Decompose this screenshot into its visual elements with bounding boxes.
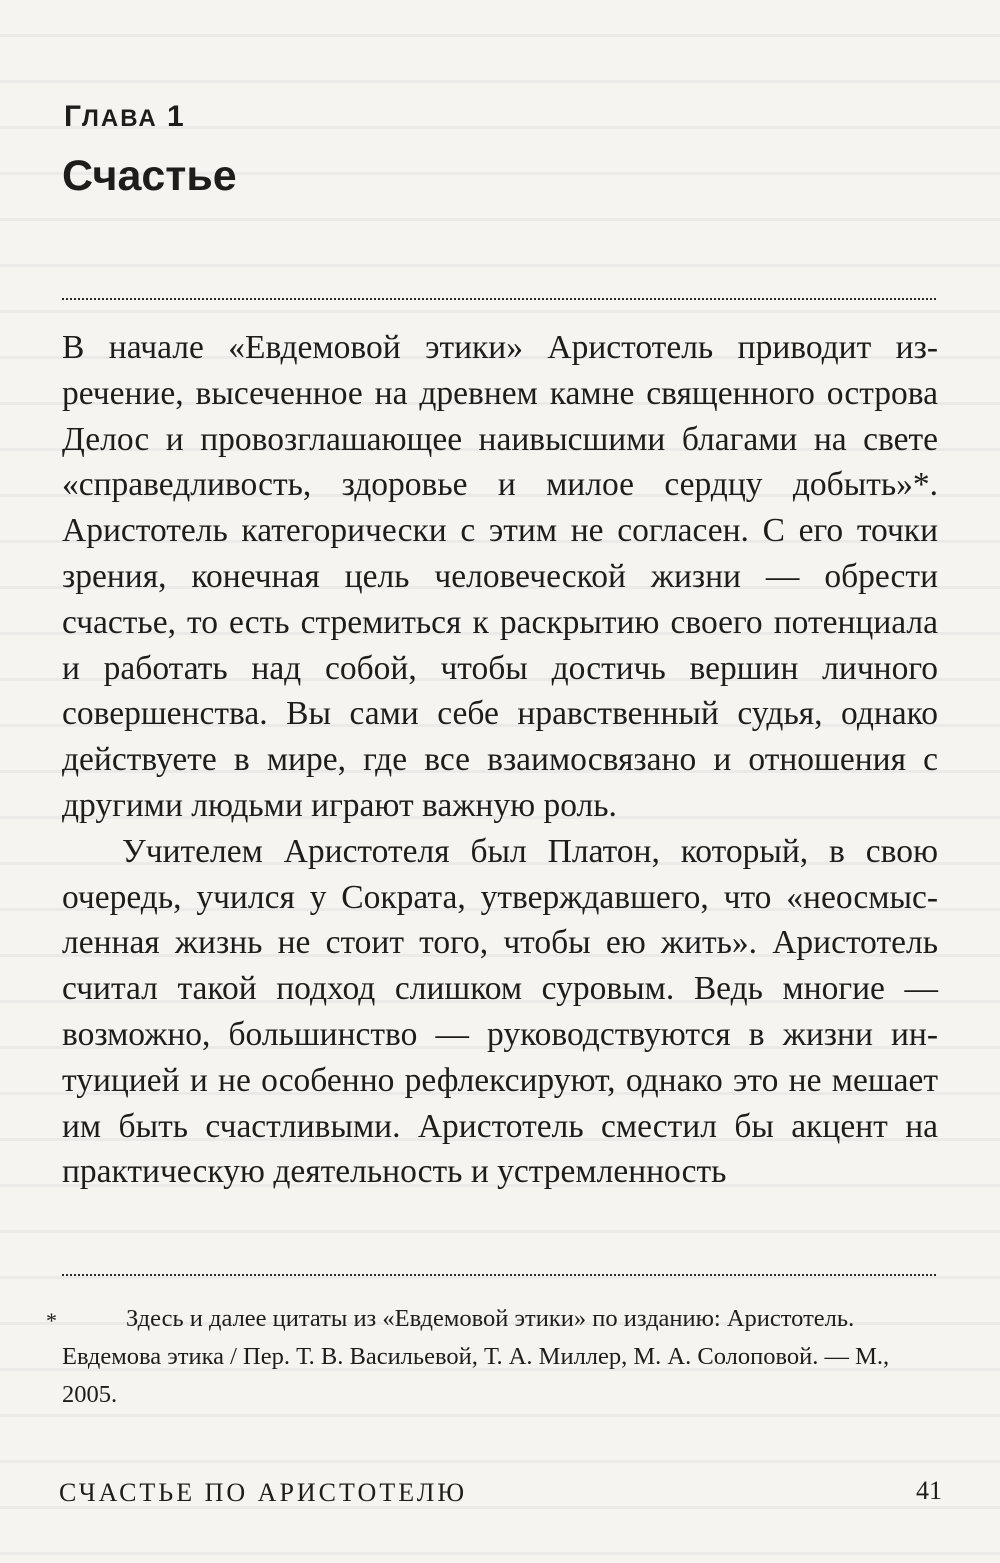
footnote — [46, 1300, 938, 1414]
chapter-number: 1 — [167, 100, 185, 133]
chapter-label-rest: ЛАВА — [82, 105, 158, 132]
paragraph: Учителем Аристотеля был Платон, который, в свою очередь, учился у Сократа, утверждавшего, что «неосмысленная жизнь не стоит того, чтобы ею жить». Аристотель считал такой подход слишком суровым. Ведь многие — возможно, большинство — руководствуются в жизни интуицией и не особенно рефлексируют, однако это не мешает им быть счастливыми. Аристотель сместил бы акцент на практическую деятельность и устремленность — [62, 832, 938, 1191]
running-head: СЧАСТЬЕ ПО АРИСТОТЕЛЮ — [59, 1478, 468, 1507]
footnote-mark: * — [46, 1308, 57, 1333]
chapter-title: Счастье — [62, 152, 237, 200]
chapter-label — [64, 100, 185, 134]
chapter-label-initial: Г — [64, 100, 83, 133]
page-number: 41 — [916, 1476, 942, 1505]
top-dotted-rule — [62, 298, 936, 300]
footnote-dotted-rule — [62, 1274, 936, 1276]
body-text — [62, 325, 938, 1195]
paragraph: В начале «Евдемовой этики» Аристотель приводит изречение, высеченное на древнем камне священного острова Делос и провозглашающее наивысшими благами на свете «справедливость, здоровье и милое сердцу добыть»*. Аристотель категорически с этим не согласен. С его точки зрения, конечная цель человеческой жизни — обрести счастье, то есть стремиться к раскрытию своего потенциала и работать над собой, чтобы достичь вершин личного совершенства. Вы сами себе нравственный судья, однако действуете в мире, где все взаимосвязано и отношения с другими людьми играют важную роль. — [62, 329, 938, 824]
book-page — [46, 0, 942, 1563]
footnote-text: Здесь и далее цитаты из «Евдемовой этики» по изданию: Аристотель. Евдемова этика / Пер. Т. В. Васильевой, Т. А. Миллер, М. А. Солоповой. — М., 2005. — [62, 1305, 890, 1408]
